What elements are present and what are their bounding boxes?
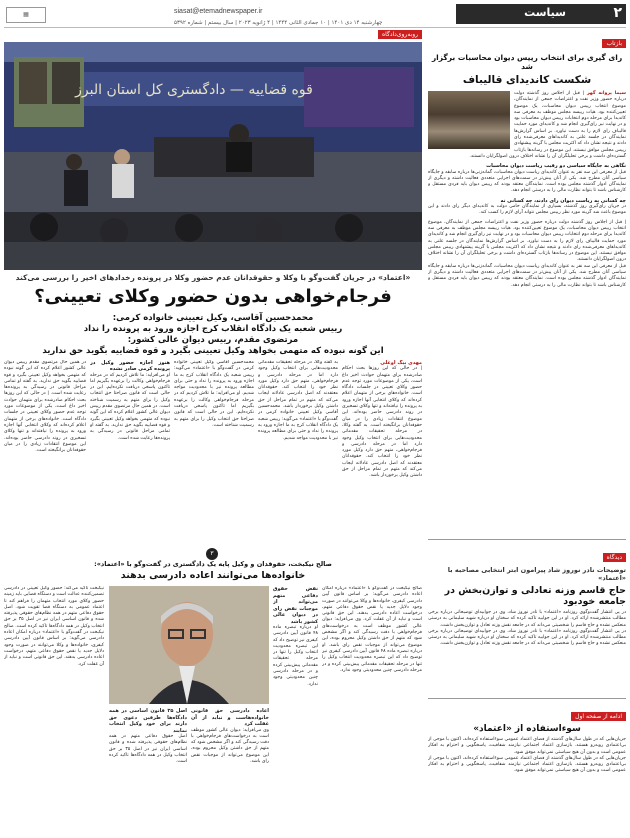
page-header [4, 2, 626, 28]
article-body: در جریان رای‌گیری روز گذشته، بسیاری از نمایندگان حامی دولت به کاندیدای دیگر رای دادند و این موضوع باعث شد گزینه مورد نظر رییس مجلس نتواند آرای لازم را کسب کند. [428, 204, 626, 216]
article-headline: حاج قاسم وزنه تعادلی و توازن‌بخش در جامعه خودبود [444, 585, 626, 607]
right-column [428, 30, 626, 816]
kicker-badge: بازتاب [602, 39, 626, 48]
article-body: قبل از معرفی این سه نفر به عنوان کاندیدای ریاست دیوان محاسبات، گمانه‌زنی‌ها درباره سابقه و جایگاه سیاسی آنان مطرح شد. یکی از آنان پیش‌تر در سمت‌های اجرایی متعددی فعالیت داشته و دیگری از نمایندگان ادوار گذشته مجلس بوده است. نمایندگان معتقد بودند که رییس دیوان باید فردی مستقل و کارشناس باشد تا بتواند نظارت مالی را به درستی انجام دهد. [428, 169, 626, 194]
subhead-1: محمدحسین آقاسی، وکیل تعیینی خانواده کرمی: [112, 313, 314, 323]
story-dek: «اعتماد» در جریان گفت‌وگو با وکلا و حقوقدانان عدم حضور وکلا در پرونده رخدادهای اخیر را بررسی می‌کند [15, 273, 411, 282]
story-column-3: محمدحسین آقاسی وکیل تعیینی خانواده کرمی در گفت‌وگو با «اعتماد» می‌گوید: رییس شعبه یک دادگاه انقلاب کرج به ما اجازه ورود به پرونده را نداد و حتی برای مطالعه پرونده نیز با محدودیت مواجه شدیم. او می‌افزاید: ما تلاش کردیم که در مرحله فرجام‌خواهی وکالت را برعهده بگیریم اما تاکنون پاسخی دریافت نکرده‌ایم. این در حالی است که قانون صراحتا حق انتخاب وکیل را برای متهم به رسمیت شناخته است. [174, 360, 254, 428]
article-headline: سو‌ءاستفاده از «اعتماد» [473, 724, 581, 734]
article-body: جریان‌هایی که در طول سال‌های گذشته از فضای اعتماد عمومی سوءاستفاده کرده‌اند، اکنون با موجی از بی‌اعتمادی روبه‌رو هستند. بازسازی اعتماد اجتماعی نیازمند شفافیت، پاسخگویی و احترام به افکار عمومی است و بدون آن هیچ سیاستی نمی‌تواند موفق شود. [428, 737, 626, 755]
interview-column-3: اصل ۳۵ قانون اساسی در همه دادگاه‌ها طرفین دعوی حق دارند برای خود وکیل انتخاب نمایند اصل حقوق دفاعی متهم در همه نظام‌های حقوقی پذیرفته شده و قانون اساسی ایران نیز در اصل ۳۵ بر حق انتخاب وکیل در همه دادگاه‌ها تاکید کرده است. [109, 708, 187, 765]
courtroom-photo [4, 42, 422, 270]
article-headline: شکست کاندیدای قالیباف [462, 74, 592, 86]
subhead-3: مرتضوی مقدم، رییس دیوان عالی کشور: [127, 335, 299, 345]
continued-article [428, 703, 626, 803]
article-body: جریان‌هایی که در طول سال‌های گذشته از فضای اعتماد عمومی سوءاستفاده کرده‌اند، اکنون با موجی از بی‌اعتمادی روبه‌رو هستند. بازسازی اعتماد اجتماعی نیازمند شفافیت، پاسخگویی و احترام به افکار عمومی است و بدون آن هیچ سیاستی نمی‌تواند موفق شود. [428, 755, 626, 774]
parliament-photo [428, 91, 510, 149]
subhead-4: این گونه نبوده که متهمی بخواهد وکیل تعیینی بگیرد و قوه قضاییه بگوید حق ندارید [42, 346, 384, 356]
story-byline: مهدی بیگ اوغلی [380, 360, 422, 366]
pull-quote: اعاده دادرسی حق قانونی خانواده‌هاست و نباید از آن غفلت کرد [191, 708, 269, 727]
story-column-5: در همین حال مرتضوی مقدم رییس دیوان عالی کشور اعلام کرده که این گونه نبوده که متهمی بخواهد وکیل تعیینی بگیرد و قوه قضاییه بگوید حق ندارید. به گفته او تمامی مراحل قانونی در رسیدگی به پرونده‌ها رعایت شده است. | در حالی که این روزها بحث احکام صادرشده برای متهمان حوادث اخیر داغ است، یکی از موضوعات مورد توجه عدم حضور وکلای تعیینی در جلسات دادگاه است. خانواده‌های برخی از متهمان اعلام کرده‌اند که وکلای انتخابی آنها اجازه ورود به پرونده را نیافته‌اند و تنها وکلای تسخیری در روند دادرسی حاضر بوده‌اند. این موضوع انتقادات زیادی را در میان حقوقدانان برانگیخته است. [4, 360, 86, 454]
logo-icon: ▦ [6, 7, 46, 23]
subhead-2: رییس شعبه یک دادگاه انقلاب کرج اجازه ورود به پرونده را نداد [83, 324, 343, 334]
section-bar [456, 4, 626, 24]
main-story [4, 30, 422, 816]
story-column-2: به گفته وکلا، در مرحله تحقیقات مقدماتی محدودیت‌هایی برای انتخاب وکیل وجود دارد اما در مرحله دادرسی و فرجام‌خواهی، متهم حق دارد وکیل مورد نظر خود را انتخاب کند. حقوقدانان معتقدند که اصل دادرسی عادلانه ایجاب می‌کند که متهم در تمام مراحل از حق داشتن وکیل برخوردار باشد. محمدحسین آقاسی وکیل تعیینی خانواده کرمی در گفت‌وگو با «اعتماد» می‌گوید: رییس شعبه یک دادگاه انقلاب کرج به ما اجازه ورود به پرونده را نداد و حتی برای مطالعه پرونده نیز با محدودیت مواجه شدیم. [258, 360, 338, 441]
story-subheads [4, 313, 422, 357]
kicker-badge: روبه‌روی‌دادگاه [378, 30, 422, 39]
kicker-badge: ادامه از صفحه اول [571, 712, 626, 721]
article-subhead: نگاهی به جایگاه سیاسی دو رقیب ریاست دیوان محاسبات [486, 163, 626, 170]
article-body: قبل از معرفی این سه نفر به عنوان کاندیدای ریاست دیوان محاسبات، گمانه‌زنی‌ها درباره سابقه و جایگاه سیاسی آنان مطرح شد. یکی از آنان پیش‌تر در سمت‌های اجرایی متعددی فعالیت داشته و دیگری از نمایندگان ادوار گذشته مجلس بوده است. نمایندگان معتقد بودند که رییس دیوان باید فردی مستقل و کارشناس باشد تا بتواند نظارت مالی را به درستی انجام دهد. [428, 263, 626, 288]
kicker-badge: دیدگاه [603, 553, 626, 562]
column-subhead: هنوز اجازه حضور وکیل در پرونده کرمی صادر نشده [90, 360, 170, 373]
article-supertitle: رای گیری برای انتخاب رییس دیوان محاسبات برگزار شد [431, 53, 623, 71]
story-column-4: هنوز اجازه حضور وکیل در پرونده کرمی صادر نشده او می‌افزاید: ما تلاش کردیم که در مرحله فرجام‌خواهی وکالت را برعهده بگیریم اما تاکنون پاسخی دریافت نکرده‌ایم. این در حالی است که قانون صراحتا حق انتخاب وکیل را برای متهم به رسمیت شناخته است. در همین حال مرتضوی مقدم رییس دیوان عالی کشور اعلام کرده که این گونه نبوده که متهمی بخواهد وکیل تعیینی بگیرد و قوه قضاییه بگوید حق ندارید. به گفته او تمامی مراحل قانونی در رسیدگی به پرونده‌ها رعایت شده است. [90, 360, 170, 441]
article-body: در پی انتشار گفت‌وگوی روزنامه «اعتماد» با نادر نوروز شاد، وی در جوابیه‌ای توضیحاتی درباره برخی مطالب منتشرشده ارائه کرد. او در این جوابیه تاکید کرده که سخنان او درباره شهید سلیمانی به درستی منعکس نشده و حاج قاسم را شخصیتی می‌داند که در جامعه نقش وزنه تعادل و توازن‌بخش داشت. [428, 610, 626, 628]
interview-headline: خانواده‌ها می‌توانند اعاده دادرسی بدهند [120, 570, 306, 581]
section-title: سیاست [524, 6, 566, 19]
top-right-article [428, 30, 626, 535]
interview-column-2: اعاده دادرسی حق قانونی خانواده‌هاست و نباید از آن غفلت کرد وی می‌افزاید: دیوان عالی کشور موظف است به درخواست‌های فرجام‌خواهی با دقت رسیدگی کند و اگر مشخص شود که متهم از حق داشتن وکیل محروم بوده، این موضوع می‌تواند از موجبات نقض رای باشد. [191, 708, 269, 764]
divider [428, 698, 626, 699]
pull-quote: اصل ۳۵ قانون اساسی در همه دادگاه‌ها طرفین دعوی حق دارند برای خود وکیل انتخاب نمایند [109, 708, 187, 734]
banner-text: قوه قضاییه — دادگستری کل استان البرز [75, 82, 313, 98]
portrait-illustration [109, 586, 269, 704]
interview-column-4: نیکبخت تاکید می‌کند: حضور وکیل تعیینی در دادرسی تضمین‌کننده عدالت است و دستگاه قضایی باید زمینه حضور وکلای مورد انتخاب متهمان را فراهم کند تا اعتماد عمومی به دستگاه قضا تقویت شود. اصل حقوق دفاعی متهم در همه نظام‌های حقوقی پذیرفته شده و قانون اساسی ایران نیز در اصل ۳۵ بر حق انتخاب وکیل در همه دادگاه‌ها تاکید کرده است. صالح نیکبخت در گفت‌وگو با «اعتماد» درباره امکان اعاده دادرسی می‌گوید: بر اساس قانون آیین دادرسی کیفری، خانواده‌ها و وکلا می‌توانند در صورت وجود دلایل جدید یا نقض حقوق دفاعی متهم، درخواست اعاده دادرسی بدهند. این حق قانونی است و نباید از آن غفلت کرد. [4, 586, 104, 667]
section-marker: ۳ [206, 548, 218, 560]
interviewee-photo [109, 586, 269, 704]
interview-kicker: صالح نیکبخت، حقوقدان و وکیل پایه یک دادگستری در گفت‌وگو با «اعتماد»: [94, 560, 332, 568]
article-supertitle: توضیحات نادر نوروز شاد پیرامون ابتر انتخابی مصاحبه با «اعتماد» [447, 566, 626, 582]
pull-quote: نقض حقوق دفاعی متهم می‌تواند از موجبات نقض رای در دیوان عالی کشور باشد [273, 586, 318, 625]
article-body: |‌ قبل از اجلاس روز گذشته دولت درباره حضور وزیر نفت و اعتراضات جمعی‌ از نمایندگان، موضوع انتخاب رییس دیوان محاسبات، یک موضوع تعیین‌کننده بود. هیات رییسه مجلس موظف به معرفی سه کاندیدا برای مرحله دوم انتخابات رییس دیوان محاسبات بود و در نهایت نیز رای‌گیری انجام شد و کاندیدای مورد حمایت قالیباف رای لازم را به دست نیاورد. بر اساس گزارش‌ها نمایندگان در جلسه علنی به کاندیداهای معرفی‌شده رای دادند و نتیجه نشان داد که اکثریت مجلس با گزینه پیشنهادی رییس مجلس موافق نیستند. این موضوع در رسانه‌ها بازتاب گسترده‌ای داشت و برخی تحلیلگران آن را نشانه اختلاف درون اصولگرایان دانستند. [428, 219, 626, 263]
interview-column-1: صالح نیکبخت در گفت‌وگو با «اعتماد» درباره امکان اعاده دادرسی می‌گوید: بر اساس قانون آیین دادرسی کیفری، خانواده‌ها و وکلا می‌توانند در صورت وجود دلایل جدید یا نقض حقوق دفاعی متهم، درخواست اعاده دادرسی بدهند. این حق قانونی است و نباید از آن غفلت کرد. وی می‌افزاید: دیوان عالی کشور موظف است به درخواست‌های فرجام‌خواهی با دقت رسیدگی کند و اگر مشخص شود که متهم از حق داشتن وکیل محروم بوده، این موضوع می‌تواند از موجبات نقض رای باشد. او درباره تبصره ماده ۴۸ قانون آیین دادرسی کیفری نیز توضیح داد که این تبصره محدودیت انتخاب وکیل را تنها در مرحله تحقیقات مقدماتی پیش‌بینی کرده و در مرحله دادرسی چنین محدودیتی وجود ندارد. [322, 586, 422, 673]
opinion-article [428, 544, 626, 694]
divider [428, 539, 626, 540]
site-email: siasat@etemadnewspaper.ir [174, 8, 263, 15]
story-columns [4, 360, 422, 536]
story-headline: فرجام‌خواهی بدون حضور وکلای تعیینی؟ [34, 286, 392, 307]
article-byline: سیما پروانه گهر [586, 91, 626, 96]
article-subhead: چه کسانی به ریاست دیوان رای دادند، چه کسانی نه [500, 197, 626, 204]
interview-column-5: نقض حقوق دفاعی متهم می‌تواند از موجبات نقض رای در دیوان عالی کشور باشد او درباره تبصره ماده ۴۸ قانون آیین دادرسی کیفری نیز توضیح داد که این تبصره محدودیت انتخاب وکیل را تنها در مرحله تحقیقات مقدماتی پیش‌بینی کرده و در مرحله دادرسی چنین محدودیتی وجود ندارد. [273, 586, 318, 687]
article-body: سیما پروانه گهر |‌ قبل از اجلاس روز گذشته دولت درباره حضور وزیر نفت و اعتراضات جمعی‌ از نمایندگان، موضوع انتخاب رییس دیوان محاسبات، یک موضوع تعیین‌کننده بود. هیات رییسه مجلس موظف به معرفی سه کاندیدا برای مرحله دوم انتخابات رییس دیوان محاسبات بود و در نهایت نیز رای‌گیری انجام شد و کاندیدای مورد حمایت قالیباف رای لازم را به دست نیاورد. بر اساس گزارش‌ها نمایندگان در جلسه علنی به کاندیداهای معرفی‌شده رای دادند و نتیجه نشان داد که اکثریت مجلس با گزینه پیشنهادی رییس مجلس موافق نیستند. این موضوع در رسانه‌ها بازتاب گسترده‌ای داشت و برخی تحلیلگران آن را نشانه اختلاف درون اصولگرایان دانستند. [469, 91, 626, 159]
story-column-1: مهدی بیگ اوغلی | در حالی که این روزها بحث احکام صادرشده برای متهمان حوادث اخیر داغ است، یکی از موضوعات مورد توجه عدم حضور وکلای تعیینی در جلسات دادگاه است. خانواده‌های برخی از متهمان اعلام کرده‌اند که وکلای انتخابی آنها اجازه ورود به پرونده را نیافته‌اند و تنها وکلای تسخیری در روند دادرسی حاضر بوده‌اند. این موضوع انتقادات زیادی را در میان حقوقدانان برانگیخته است. به گفته وکلا، در مرحله تحقیقات مقدماتی محدودیت‌هایی برای انتخاب وکیل وجود دارد اما در مرحله دادرسی و فرجام‌خواهی، متهم حق دارد وکیل مورد نظر خود را انتخاب کند. حقوقدانان معتقدند که اصل دادرسی عادلانه ایجاب می‌کند که متهم در تمام مراحل از حق داشتن وکیل برخوردار باشد. [342, 360, 422, 479]
issue-date: چهارشنبه ۱۴ دی ۱۴۰۱ | ۱۰ جمادی الثانی ۱۴۴۴ | ۴ ژانویه ۲۰۲۳ | سال بیستم | شماره ۵۳۹۲ [174, 20, 383, 26]
article-body: در پی انتشار گفت‌وگوی روزنامه «اعتماد» با نادر نوروز شاد، وی در جوابیه‌ای توضیحاتی درباره برخی مطالب منتشرشده ارائه کرد. او در این جوابیه تاکید کرده که سخنان او درباره شهید سلیمانی به درستی منعکس نشده و حاج قاسم را شخصیتی می‌داند که در جامعه نقش وزنه تعادل و توازن‌بخش داشت. [428, 628, 626, 647]
page-number: ۲ [613, 5, 622, 21]
courtroom-illustration [4, 42, 422, 270]
